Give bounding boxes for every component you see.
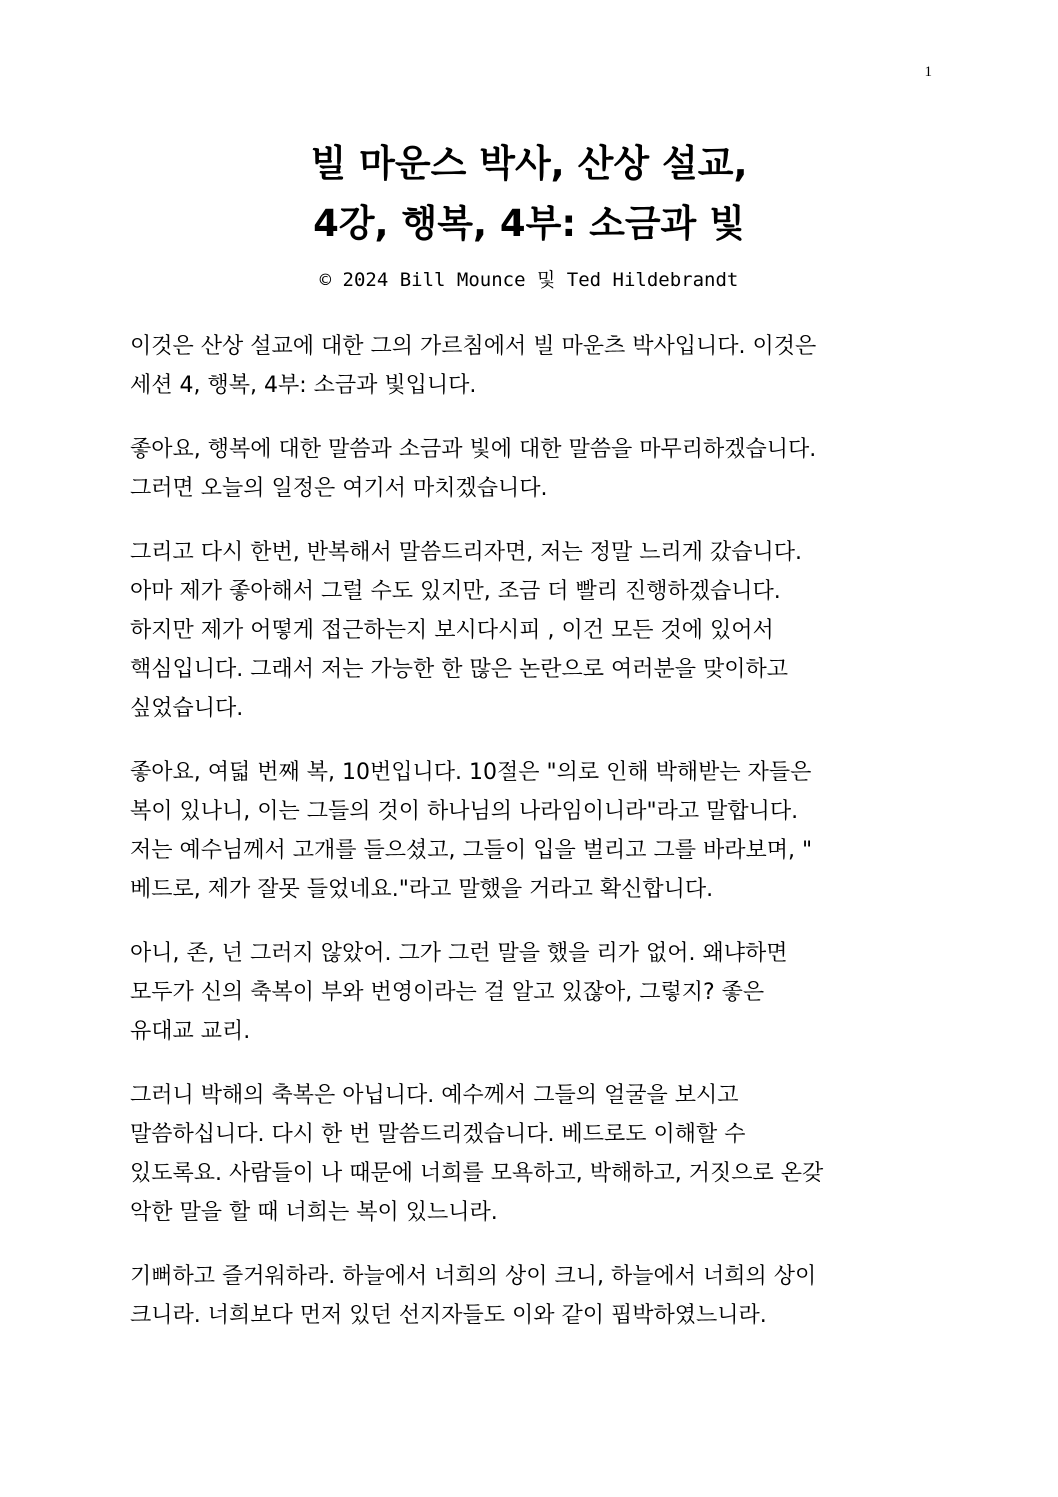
title-line-2: 4강, 행복, 4부: 소금과 빛 bbox=[313, 202, 745, 245]
text-line: 저는 예수님께서 고개를 들으셨고, 그들이 입을 벌리고 그를 바라보며, " bbox=[130, 838, 813, 863]
text-line: 그리고 다시 한번, 반복해서 말씀드리자면, 저는 정말 느리게 갔습니다. bbox=[130, 540, 802, 565]
document-title bbox=[0, 134, 1058, 254]
paragraph bbox=[130, 533, 930, 728]
text-line: 핵심입니다. 그래서 저는 가능한 한 많은 논란으로 여러분을 맞이하고 bbox=[130, 657, 788, 682]
text-line: 유대교 교리. bbox=[130, 1019, 251, 1044]
text-line: 좋아요, 여덟 번째 복, 10번입니다. 10절은 "의로 인해 박해받는 자들은 bbox=[130, 760, 812, 785]
title-line-1: 빌 마운스 박사, 산상 설교, bbox=[310, 142, 748, 185]
paragraph bbox=[130, 430, 930, 508]
text-line: 싶었습니다. bbox=[130, 696, 244, 721]
paragraph bbox=[130, 327, 930, 405]
text-line: 악한 말을 할 때 너희는 복이 있느니라. bbox=[130, 1200, 498, 1225]
paragraph bbox=[130, 1257, 930, 1335]
text-line: 좋아요, 행복에 대한 말씀과 소금과 빛에 대한 말씀을 마무리하겠습니다. bbox=[130, 437, 817, 462]
text-line: 그러면 오늘의 일정은 여기서 마치겠습니다. bbox=[130, 476, 548, 501]
text-line: 있도록요. 사람들이 나 때문에 너희를 모욕하고, 박해하고, 거짓으로 온갖 bbox=[130, 1161, 824, 1186]
page-number: 1 bbox=[924, 64, 932, 80]
text-line: 이것은 산상 설교에 대한 그의 가르침에서 빌 마운츠 박사입니다. 이것은 bbox=[130, 334, 817, 359]
text-line: 베드로, 제가 잘못 들었네요."라고 말했을 거라고 확신합니다. bbox=[130, 877, 714, 902]
text-line: 기뻐하고 즐거워하라. 하늘에서 너희의 상이 크니, 하늘에서 너희의 상이 bbox=[130, 1264, 817, 1289]
text-line: 세션 4, 행복, 4부: 소금과 빛입니다. bbox=[130, 373, 477, 398]
text-line: 그러니 박해의 축복은 아닙니다. 예수께서 그들의 얼굴을 보시고 bbox=[130, 1083, 739, 1108]
paragraph bbox=[130, 934, 930, 1051]
text-line: 아니, 존, 넌 그러지 않았어. 그가 그런 말을 했을 리가 없어. 왜냐하면 bbox=[130, 941, 788, 966]
paragraph bbox=[130, 753, 930, 909]
text-line: 모두가 신의 축복이 부와 번영이라는 걸 알고 있잖아, 그렇지? 좋은 bbox=[130, 980, 765, 1005]
document-body bbox=[130, 327, 930, 1360]
text-line: 복이 있나니, 이는 그들의 것이 하나님의 나라임이니라"라고 말합니다. bbox=[130, 799, 799, 824]
text-line: 말씀하십니다. 다시 한 번 말씀드리겠습니다. 베드로도 이해할 수 bbox=[130, 1122, 746, 1147]
copyright-notice: © 2024 Bill Mounce 및 Ted Hildebrandt bbox=[319, 269, 739, 291]
text-line: 하지만 제가 어떻게 접근하는지 보시다시피 , 이건 모든 것에 있어서 bbox=[130, 618, 774, 643]
paragraph bbox=[130, 1076, 930, 1232]
text-line: 아마 제가 좋아해서 그럴 수도 있지만, 조금 더 빨리 진행하겠습니다. bbox=[130, 579, 781, 604]
text-line: 크니라. 너희보다 먼저 있던 선지자들도 이와 같이 핍박하였느니라. bbox=[130, 1303, 767, 1328]
